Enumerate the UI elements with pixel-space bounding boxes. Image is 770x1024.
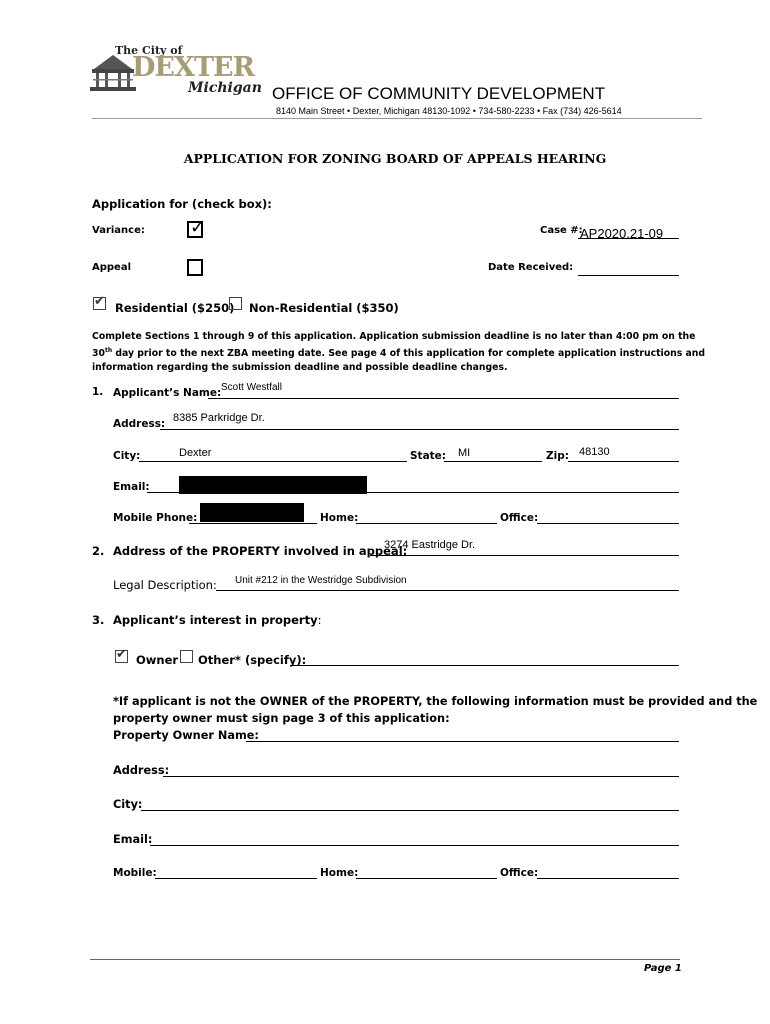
owner-city-label: City: [113,798,143,811]
owner-address-field[interactable] [163,776,679,777]
form-title: APPLICATION FOR ZONING BOARD OF APPEALS HEARING [183,151,607,166]
legal-description-value: Unit #212 in the Westridge Subdivision [235,575,407,586]
owner-name-label: Property Owner Name: [113,729,259,742]
zip-field[interactable] [568,461,679,462]
application-for-label: Application for (check box): [92,197,272,211]
owner-note-line-2: property owner must sign page 3 of this application: [113,712,450,725]
state-value: MI [458,447,471,459]
owner-address-label: Address: [113,764,170,777]
owner-city-field[interactable] [141,810,679,811]
property-address-label: Address of the PROPERTY involved in appeal: [113,544,408,558]
page-number: Page 1 [644,963,682,974]
owner-label: Owner [136,653,179,667]
case-label: Case #: [540,225,583,236]
address-value: 8385 Parkridge Dr. [173,412,265,424]
instructions-day-number: 30 [92,348,105,360]
interest-label-colon: : [317,613,322,627]
mobile-phone-redaction [200,503,304,522]
residential-checkmark: ✔ [94,294,105,309]
section-1-number: 1. [92,386,104,398]
home-phone-label: Home: [320,512,359,524]
variance-label: Variance: [92,225,145,236]
logo-city-name: DEXTER [132,52,255,83]
applicant-name-label: Applicant’s Name: [113,387,222,399]
owner-home-field[interactable] [356,878,497,879]
logo-state: Michigan [188,80,262,96]
property-address-field[interactable] [370,555,679,556]
owner-office-label: Office: [500,867,539,879]
appeal-checkbox[interactable] [187,259,203,276]
city-label: City: [113,450,141,462]
owner-email-field[interactable] [150,845,679,846]
email-redaction [179,476,367,494]
legal-description-field[interactable] [216,590,679,591]
owner-email-label: Email: [113,833,153,846]
appeal-label: Appeal [92,262,132,273]
date-received-label: Date Received: [488,262,574,273]
owner-checkmark: ✔ [116,647,127,662]
office-address: 8140 Main Street • Dexter, Michigan 48130-1092 • 734-580-2233 • Fax (734) 426-5614 [276,106,622,116]
email-label: Email: [113,481,150,493]
instructions-day-suffix: th [104,347,113,354]
letterhead-rule [92,118,702,119]
property-address-value: 3274 Eastridge Dr. [384,539,476,551]
case-number-value: AP2020.21-09 [580,226,664,241]
residential-label: Residential ($250) [115,301,235,315]
variance-checkmark: ✓ [190,217,206,238]
owner-mobile-label: Mobile: [113,867,157,879]
other-specify-field[interactable] [290,665,679,666]
office-title: OFFICE OF COMMUNITY DEVELOPMENT [272,84,606,103]
home-phone-field[interactable] [356,523,497,524]
instructions-line-2 [92,347,705,359]
zip-label: Zip: [546,450,569,462]
office-phone-label: Office: [500,512,539,524]
office-phone-field[interactable] [537,523,679,524]
interest-label [113,613,321,627]
mobile-phone-field[interactable] [189,523,317,524]
date-received-field[interactable] [578,275,679,276]
legal-description-label: Legal Description: [113,578,217,592]
nonresidential-checkbox[interactable] [229,297,242,310]
zip-value: 48130 [579,446,610,458]
state-field[interactable] [444,461,542,462]
mobile-phone-label: Mobile Phone: [113,512,198,524]
nonresidential-label: Non-Residential ($350) [249,301,399,315]
instructions-line-3: information regarding the submission deadline and possible deadline changes. [92,362,508,373]
case-number-field[interactable] [578,238,679,239]
applicant-name-value: Scott Westfall [221,382,282,393]
gazebo-logo-icon [90,53,136,93]
owner-mobile-field[interactable] [155,878,317,879]
city-field[interactable] [139,461,407,462]
section-2-number: 2. [92,544,105,558]
owner-name-field[interactable] [246,741,679,742]
other-label: Other* (specify): [198,653,307,667]
instructions-line-1: Complete Sections 1 through 9 of this application. Application submission deadline is no later than 4:00 pm on the [92,331,696,342]
applicant-name-field[interactable] [208,398,679,399]
logo-the-city-of: The City of [115,44,183,57]
state-label: State: [410,450,447,462]
interest-label-text: Applicant’s interest in property [113,613,318,627]
instructions-line-2-text: day prior to the next ZBA meeting date. See page 4 of this application for complete application instructions and [112,348,706,360]
owner-home-label: Home: [320,867,359,879]
address-field[interactable] [160,429,679,430]
owner-office-field[interactable] [537,878,679,879]
other-checkbox[interactable] [180,650,193,663]
address-label: Address: [113,418,166,430]
section-3-number: 3. [92,613,105,627]
owner-note-line-1: *If applicant is not the OWNER of the PROPERTY, the following information must be provided and the [113,695,758,708]
letterhead [0,0,770,125]
city-value: Dexter [179,447,212,459]
footer-rule [90,959,680,960]
